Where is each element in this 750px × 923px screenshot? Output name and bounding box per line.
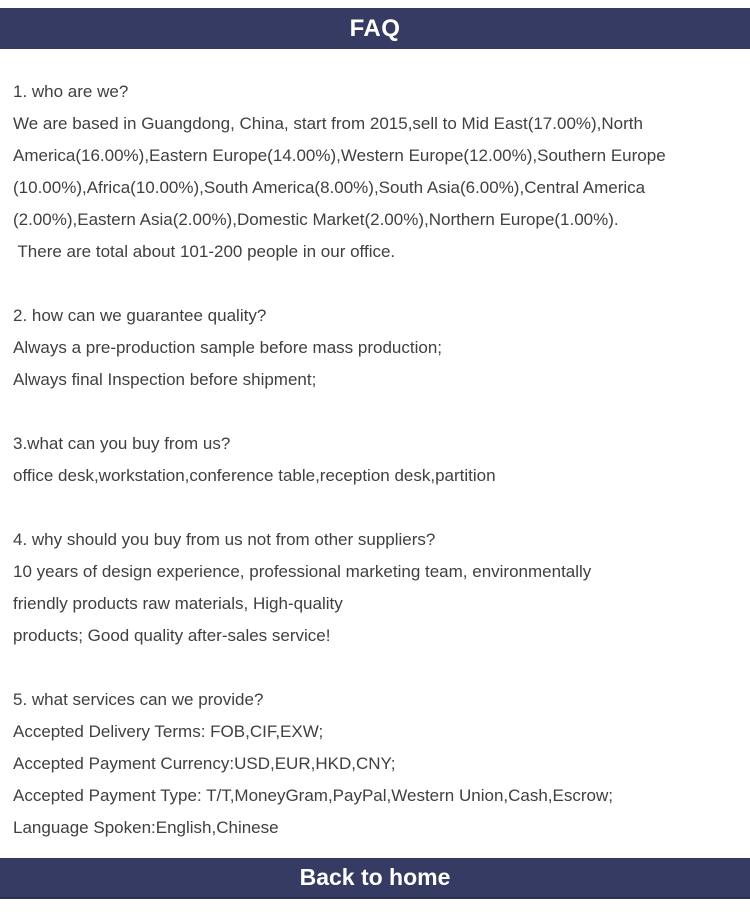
faq-answer-line: America(16.00%),Eastern Europe(14.00%),Western Europe(12.00%),Southern Europe xyxy=(13,146,666,165)
faq-answer-line: Accepted Delivery Terms: FOB,CIF,EXW; xyxy=(13,722,324,741)
faq-section-5 xyxy=(13,684,737,844)
faq-answer-line: There are total about 101-200 people in our office. xyxy=(13,242,396,261)
faq-answer-line: Accepted Payment Currency:USD,EUR,HKD,CNY; xyxy=(13,754,396,773)
faq-section-3 xyxy=(13,428,737,492)
faq-answer-line: We are based in Guangdong, China, start from 2015,sell to Mid East(17.00%),North xyxy=(13,114,643,133)
faq-answer-line: (2.00%),Eastern Asia(2.00%),Domestic Market(2.00%),Northern Europe(1.00%). xyxy=(13,210,619,229)
faq-answer-line: office desk,workstation,conference table,reception desk,partition xyxy=(13,466,496,485)
page-title: FAQ xyxy=(349,14,401,42)
back-to-home-button[interactable] xyxy=(0,858,750,899)
faq-content xyxy=(0,49,750,844)
faq-answer-line: Accepted Payment Type: T/T,MoneyGram,PayPal,Western Union,Cash,Escrow; xyxy=(13,786,613,805)
faq-question: 2. how can we guarantee quality? xyxy=(13,306,267,325)
faq-answer-line: products; Good quality after-sales service! xyxy=(13,626,331,645)
faq-question: 5. what services can we provide? xyxy=(13,690,264,709)
faq-header-bar xyxy=(0,8,750,49)
faq-question: 3.what can you buy from us? xyxy=(13,434,231,453)
faq-section-2 xyxy=(13,300,737,396)
faq-answer-line: Always a pre-production sample before mass production; xyxy=(13,338,442,357)
faq-answer-line: friendly products raw materials, High-quality xyxy=(13,594,343,613)
back-to-home-label: Back to home xyxy=(299,864,451,890)
faq-answer-line: Always final Inspection before shipment; xyxy=(13,370,317,389)
faq-answer-line: Language Spoken:English,Chinese xyxy=(13,818,279,837)
faq-question: 4. why should you buy from us not from other suppliers? xyxy=(13,530,436,549)
faq-section-1 xyxy=(13,76,737,268)
faq-question: 1. who are we? xyxy=(13,82,129,101)
faq-section-4 xyxy=(13,524,737,652)
faq-answer-line: 10 years of design experience, professional marketing team, environmentally xyxy=(13,562,592,581)
faq-answer-line: (10.00%),Africa(10.00%),South America(8.00%),South Asia(6.00%),Central America xyxy=(13,178,646,197)
